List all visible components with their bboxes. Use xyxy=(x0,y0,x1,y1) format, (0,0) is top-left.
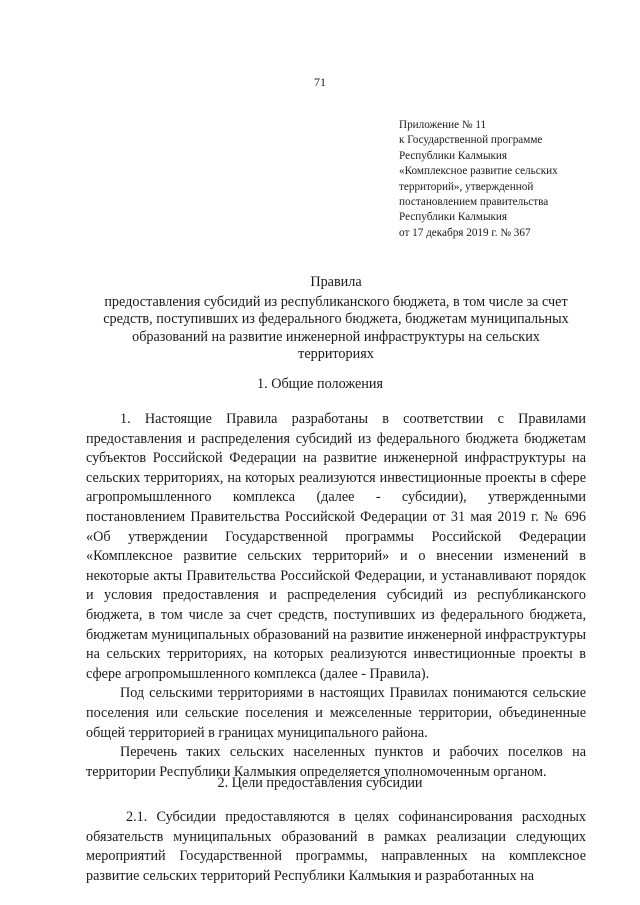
section-2-body xyxy=(86,808,586,886)
section-heading-1: 1. Общие положения xyxy=(257,376,383,392)
appendix-line: от 17 декабря 2019 г. № 367 xyxy=(399,226,531,239)
document-subtitle-line: предоставления субсидий из республиканского бюджета, в том числе за счет xyxy=(104,293,568,310)
page-number: 71 xyxy=(314,75,326,89)
appendix-line: Приложение № 11 xyxy=(399,119,487,131)
appendix-line: к Государственной программе xyxy=(399,134,543,147)
document-title: Правила xyxy=(310,274,362,290)
document-title-block xyxy=(86,274,586,364)
document-subtitle-line: образований на развитие инженерной инфраструктуры на сельских xyxy=(132,328,540,345)
paragraph: 2.1. Субсидии предоставляются в целях софинансирования расходных обязательств муниципальных образований в рамках реализации следующих мероприятий Государственной программы, направленных на комплексное развитие сельских территорий Республики Калмыкия и разработанных на xyxy=(86,809,586,884)
appendix-line: Республики Калмыкия xyxy=(399,211,508,224)
appendix-line: постановлением правительства xyxy=(399,196,549,209)
appendix-line: территорий», утвержденной xyxy=(399,180,534,193)
document-subtitle-line: средств, поступивших из федерального бюджета, бюджетам муниципальных xyxy=(103,311,569,328)
appendix-block xyxy=(399,118,609,241)
paragraph: 1. Настоящие Правила разработаны в соответствии с Правилами предоставления и распределения субсидий из федерального бюджета бюджетам субъектов Российской Федерации на развитие инженерной инфраструктуры на сельских территориях, на которых реализуются инвестиционные проекты в сфере агропромышленного комплекса (далее - субсидии), утвержденными постановлением Правительства Российской Федерации от 31 мая 2019 г. № 696 «Об утверждении Государственной программы Российской Федерации «Комплексное развитие сельских территорий» и о внесении изменений в некоторые акты Правительства Российской Федерации, и устанавливают порядок и условия предоставления и распределения субсидий из республиканского бюджета, в том числе за счет средств, поступивших из федерального бюджета, бюджетам муниципальных образований на развитие инженерной инфраструктуры на сельских территориях, на которых реализуются инвестиционные проекты в сфере агропромышленного комплекса (далее - Правила). xyxy=(86,411,586,682)
appendix-line: «Комплексное развитие сельских xyxy=(399,165,558,178)
paragraph: Под сельскими территориями в настоящих Правилах понимаются сельские поселения или сельские поселения и межселенные территории, объединенные общей территорией в границах муниципального района. xyxy=(86,685,586,741)
paragraph: Перечень таких сельских населенных пунктов и рабочих поселков на территории Республики Калмыкия определяется уполномоченным органом. xyxy=(86,744,586,780)
document-subtitle-line: территориях xyxy=(298,346,374,363)
section-1-body xyxy=(86,410,586,782)
appendix-line: Республики Калмыкия xyxy=(399,149,508,162)
section-heading-2: 2. Цели предоставления субсидии xyxy=(217,775,423,791)
